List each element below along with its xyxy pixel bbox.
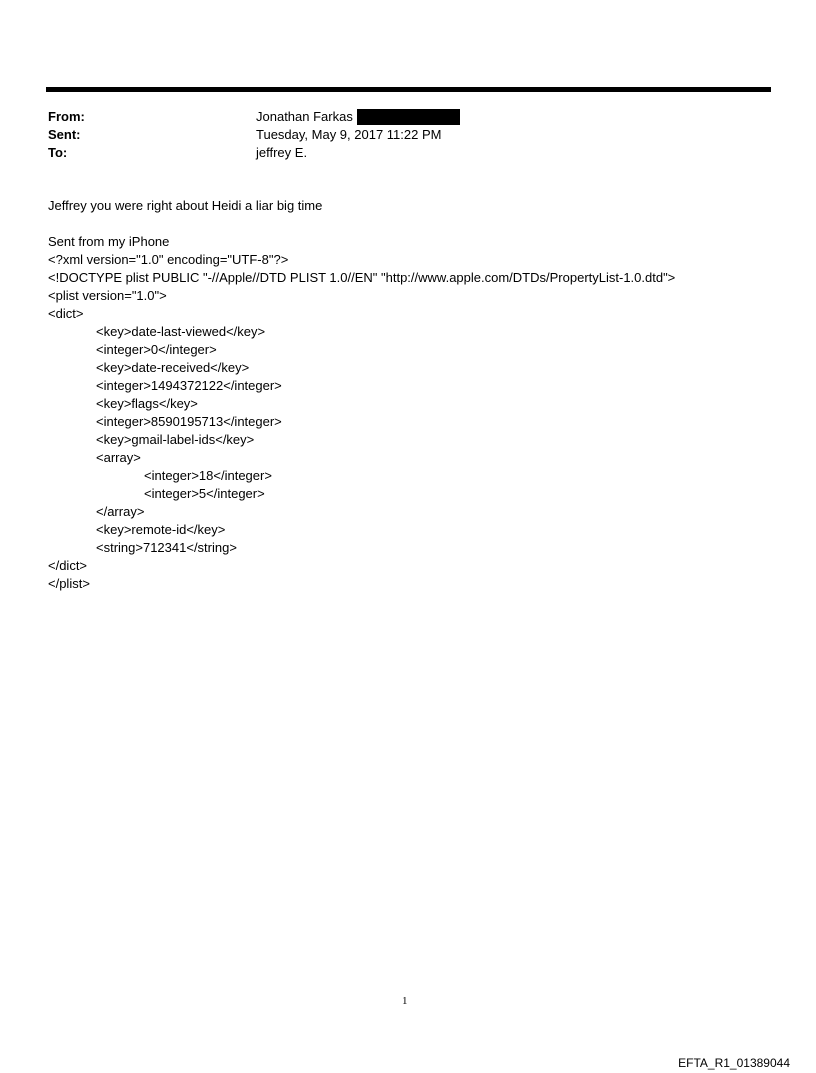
array-line: <integer>18</integer> <box>144 468 272 483</box>
email-body <box>48 197 788 593</box>
plist-line: </array> <box>96 504 145 519</box>
plist-line: <integer>8590195713</integer> <box>96 414 282 429</box>
doctype-line: <!DOCTYPE plist PUBLIC "-//Apple//DTD PLIST 1.0//EN" "http://www.apple.com/DTDs/PropertyList-1.0.dtd"> <box>48 270 676 285</box>
from-label: From: <box>48 109 85 124</box>
document-id: EFTA_R1_01389044 <box>678 1056 790 1070</box>
sent-row <box>48 126 768 144</box>
plist-line: <integer>1494372122</integer> <box>96 378 282 393</box>
plist-line: <key>flags</key> <box>96 396 198 411</box>
array-line: <integer>5</integer> <box>144 486 265 501</box>
plist-close: </plist> <box>48 576 90 591</box>
redaction-box <box>357 109 460 125</box>
plist-line: <string>712341</string> <box>96 540 237 555</box>
to-label: To: <box>48 145 68 160</box>
plist-line: <key>remote-id</key> <box>96 522 226 537</box>
plist-line: <array> <box>96 450 141 465</box>
page-number: 1 <box>402 995 408 1007</box>
sent-label: Sent: <box>48 127 81 142</box>
signature-text: Sent from my iPhone <box>48 234 170 249</box>
plist-line: <key>gmail-label-ids</key> <box>96 432 255 447</box>
plist-open: <plist version="1.0"> <box>48 288 167 303</box>
from-value: Jonathan Farkas <box>256 109 353 124</box>
dict-open: <dict> <box>48 306 84 321</box>
plist-line: <key>date-last-viewed</key> <box>96 324 266 339</box>
to-value: jeffrey E. <box>256 145 308 160</box>
dict-close: </dict> <box>48 558 88 573</box>
message-text: Jeffrey you were right about Heidi a liar big time <box>48 198 323 213</box>
email-header <box>48 108 768 162</box>
plist-line: <key>date-received</key> <box>96 360 250 375</box>
xml-declaration: <?xml version="1.0" encoding="UTF-8"?> <box>48 252 289 267</box>
spacer <box>48 215 788 233</box>
from-value-wrap <box>256 108 460 126</box>
plist-line: <integer>0</integer> <box>96 342 217 357</box>
sent-value: Tuesday, May 9, 2017 11:22 PM <box>256 127 442 142</box>
to-row <box>48 144 768 162</box>
from-row <box>48 108 768 126</box>
header-divider <box>46 87 771 92</box>
